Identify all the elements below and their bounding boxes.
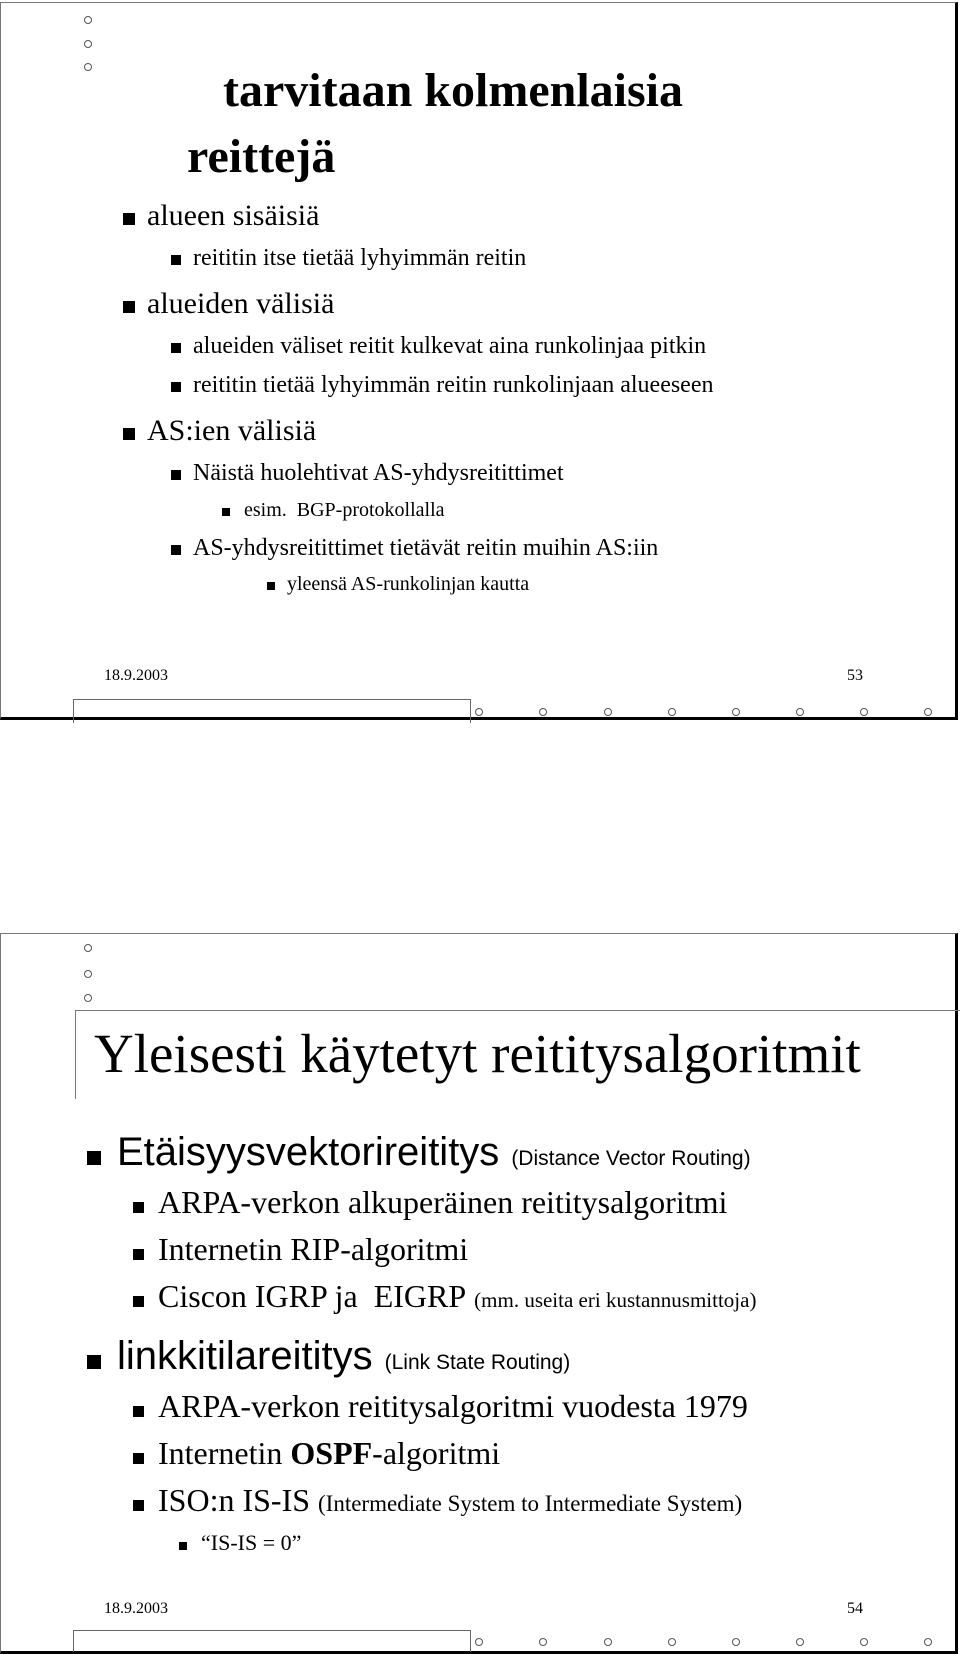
circle-icon <box>84 970 92 978</box>
circle-icon <box>924 1638 932 1646</box>
list-item: Näistä huolehtivat AS-yhdysreitittimet <box>171 460 564 487</box>
footer-date: 18.9.2003 <box>104 1600 168 1617</box>
square-bullet-icon <box>171 545 181 555</box>
slide-54 <box>0 933 958 1654</box>
circle-icon <box>539 708 547 716</box>
square-bullet-icon <box>171 255 181 265</box>
list-item: reititin itse tietää lyhyimmän reitin <box>171 245 526 272</box>
circle-icon <box>668 1638 676 1646</box>
list-item: linkkitilareititys (Link State Routing) <box>87 1334 570 1379</box>
square-bullet-icon <box>123 213 135 225</box>
square-bullet-icon <box>267 582 275 590</box>
square-bullet-icon <box>171 382 181 392</box>
square-bullet-icon <box>133 1406 144 1417</box>
list-item: alueiden väliset reitit kulkevat aina runkolinjaa pitkin <box>171 333 706 360</box>
square-bullet-icon <box>133 1500 144 1511</box>
square-bullet-icon <box>87 1355 101 1369</box>
circle-icon <box>668 708 676 716</box>
list-item: ARPA-verkon alkuperäinen reititysalgoritmi <box>133 1184 727 1221</box>
square-bullet-icon <box>171 470 181 480</box>
circle-icon <box>796 708 804 716</box>
circle-icon <box>860 708 868 716</box>
circle-icon <box>732 708 740 716</box>
circle-icon <box>84 16 92 24</box>
slide-title: Yleisesti käytetyt reititysalgoritmit <box>94 1023 861 1084</box>
circle-icon <box>84 994 92 1002</box>
list-item: Ciscon IGRP ja EIGRP (mm. useita eri kustannusmittoja) <box>133 1278 756 1315</box>
list-item: ARPA-verkon reititysalgoritmi vuodesta 1979 <box>133 1388 748 1425</box>
slide-53 <box>0 2 958 720</box>
square-bullet-icon <box>133 1249 144 1260</box>
square-bullet-icon <box>133 1202 144 1213</box>
list-item: alueen sisäisiä <box>123 199 319 233</box>
circle-icon <box>84 63 92 71</box>
list-item: Internetin RIP-algoritmi <box>133 1231 468 1268</box>
footer-date: 18.9.2003 <box>104 667 168 684</box>
square-bullet-icon <box>133 1296 144 1307</box>
circle-icon <box>924 708 932 716</box>
list-item: esim. BGP-protokollalla <box>222 499 445 522</box>
square-bullet-icon <box>133 1453 144 1464</box>
bottom-bar <box>73 1630 471 1652</box>
list-item: Internetin OSPF -algoritmi <box>133 1435 500 1472</box>
list-item: ISO:n IS-IS (Intermediate System to Intermediate System) <box>133 1482 742 1519</box>
square-bullet-icon <box>179 1542 187 1550</box>
circle-icon <box>796 1638 804 1646</box>
circle-icon <box>604 1638 612 1646</box>
list-item: AS:ien välisiä <box>123 414 316 448</box>
bottom-bar <box>73 699 471 723</box>
list-item: alueiden välisiä <box>123 287 334 321</box>
list-item: AS-yhdysreitittimet tietävät reitin muihin AS:iin <box>171 535 658 562</box>
square-bullet-icon <box>87 1151 101 1165</box>
circle-icon <box>84 40 92 48</box>
square-bullet-icon <box>171 343 181 353</box>
circle-icon <box>604 708 612 716</box>
circle-icon <box>475 1638 483 1646</box>
list-item: yleensä AS-runkolinjan kautta <box>267 573 529 596</box>
circle-icon <box>732 1638 740 1646</box>
title-line-2: reittejä <box>187 130 336 183</box>
circle-icon <box>539 1638 547 1646</box>
list-item: Etäisyysvektorireititys (Distance Vector Routing) <box>87 1130 751 1175</box>
square-bullet-icon <box>123 301 135 313</box>
list-item: reititin tietää lyhyimmän reitin runkolinjaan alueeseen <box>171 372 714 399</box>
page-number: 54 <box>847 1600 863 1617</box>
circle-icon <box>475 708 483 716</box>
circle-icon <box>860 1638 868 1646</box>
square-bullet-icon <box>222 508 230 516</box>
square-bullet-icon <box>123 428 135 440</box>
title-box <box>75 1010 960 1099</box>
page-number: 53 <box>847 667 863 684</box>
list-item: “IS-IS = 0” <box>179 1530 301 1556</box>
circle-icon <box>84 944 92 952</box>
title-line-1: tarvitaan kolmenlaisia <box>223 64 684 117</box>
